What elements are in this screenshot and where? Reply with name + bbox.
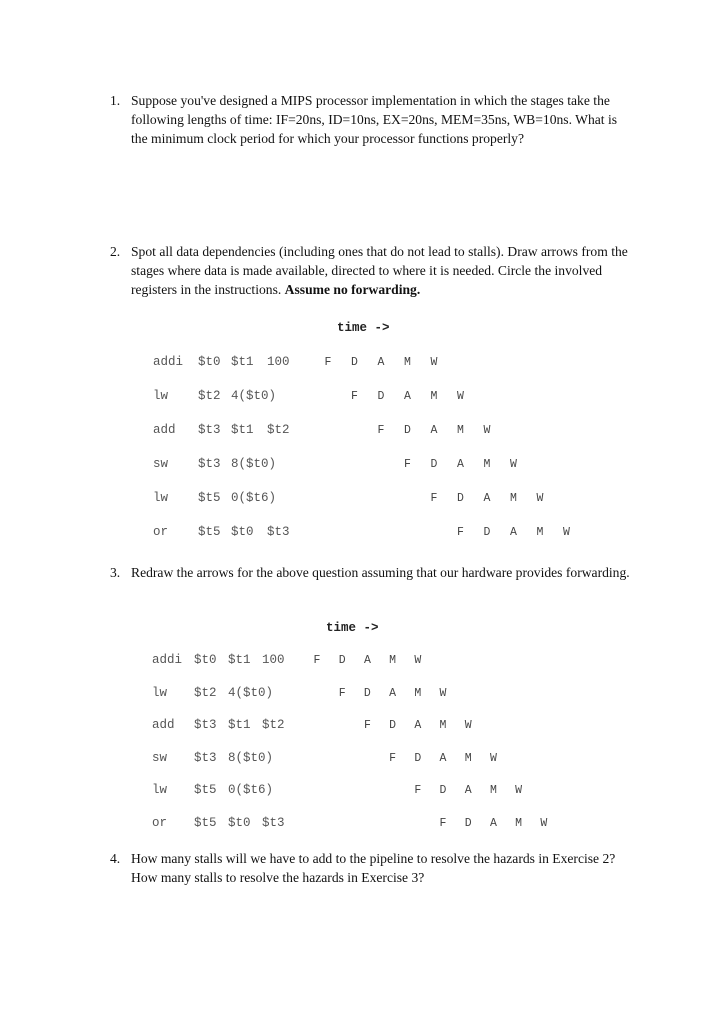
stage-a: A (483, 492, 491, 505)
stage-m: M (414, 686, 422, 700)
question-1 (110, 91, 630, 148)
stage-a: A (439, 751, 447, 765)
stage-m: M (430, 390, 438, 403)
instruction-opcode: addi (153, 355, 184, 369)
stage-f: F (313, 654, 321, 667)
instruction-opcode: lw (152, 685, 168, 700)
stage-a: A (457, 458, 464, 471)
instruction-operand: $t2 (198, 389, 221, 403)
stage-m: M (457, 424, 464, 437)
instruction-opcode: lw (153, 389, 169, 403)
stage-w: W (439, 686, 447, 700)
stage-a: A (430, 424, 438, 437)
instruction-operand: $t3 (267, 525, 290, 539)
instruction-operand: $t3 (198, 423, 221, 437)
stage-w: W (457, 390, 464, 403)
stage-d: D (439, 784, 447, 797)
stage-f: F (338, 686, 346, 700)
stage-w: W (540, 816, 548, 830)
stage-d: D (464, 816, 472, 830)
stage-d: D (389, 719, 397, 732)
instruction-operand: $t3 (194, 718, 217, 732)
stage-w: W (510, 458, 517, 471)
stage-d: D (483, 526, 491, 539)
stage-a: A (404, 390, 411, 403)
instruction-operand: $t3 (194, 750, 217, 765)
instruction-operand: 4($t0) (228, 685, 274, 700)
instruction-operand: $t5 (194, 815, 217, 830)
instruction-operand: 4($t0) (231, 389, 277, 403)
question-text (131, 242, 630, 299)
stage-w: W (536, 492, 544, 505)
question-number: 2. (110, 244, 121, 259)
instruction-operand: 8($t0) (231, 457, 277, 471)
instruction-operand: $t1 (228, 653, 251, 667)
instruction-operand: $t2 (262, 718, 285, 732)
instruction-operand: 100 (267, 355, 290, 369)
time-axis-label: time -> (326, 621, 379, 635)
stage-a: A (414, 719, 422, 732)
stage-f: F (439, 816, 447, 830)
stage-d: D (457, 492, 464, 505)
instruction-opcode: lw (152, 783, 168, 797)
question-body: Spot all data dependencies (including ones that do not lead to stalls). Draw arrows from the stages where data is made available, directed to where it is needed. Circle the involved registers in the instructions. (131, 244, 628, 297)
instruction-operand: $t1 (228, 718, 251, 732)
instruction-operand: $t5 (198, 525, 221, 539)
question-text: How many stalls will we have to add to the pipeline to resolve the hazards in Exercise 2? How many stalls to resolve the hazards in Exercise 3? (131, 851, 616, 885)
instruction-opcode: add (152, 718, 175, 732)
time-axis-label: time -> (337, 321, 390, 335)
question-text: Suppose you've designed a MIPS processor implementation in which the stages take the following lengths of time: IF=20ns, ID=10ns, EX=20ns, MEM=35ns, WB=10ns. What is the minimum clock period for which your processor functions properly? (131, 93, 618, 146)
stage-f: F (324, 356, 332, 369)
stage-f: F (351, 390, 358, 403)
stage-d: D (430, 458, 438, 471)
stage-f: F (404, 458, 411, 471)
stage-w: W (464, 719, 472, 732)
instruction-operand: $t1 (231, 355, 254, 369)
stage-f: F (377, 424, 385, 437)
stage-d: D (363, 686, 371, 700)
stage-m: M (439, 719, 447, 732)
stage-d: D (414, 751, 422, 765)
stage-w: W (563, 526, 570, 539)
instruction-operand: $t3 (198, 457, 221, 471)
stage-m: M (536, 526, 544, 539)
stage-f: F (389, 751, 397, 765)
stage-a: A (464, 784, 472, 797)
instruction-operand: $t2 (194, 685, 217, 700)
question-number: 3. (110, 565, 121, 580)
stage-f: F (430, 492, 438, 505)
stage-w: W (489, 751, 497, 765)
instruction-operand: 0($t6) (231, 491, 277, 505)
instruction-opcode: add (153, 423, 176, 437)
stage-m: M (389, 654, 397, 667)
instruction-operand: $t0 (228, 815, 251, 830)
stage-m: M (510, 492, 517, 505)
instruction-opcode: or (153, 525, 169, 539)
question-number: 4. (110, 851, 121, 866)
stage-d: D (351, 356, 358, 369)
question-4 (110, 849, 630, 887)
stage-a: A (489, 816, 497, 830)
stage-m: M (404, 356, 411, 369)
instruction-operand: 8($t0) (228, 750, 274, 765)
instruction-operand: $t5 (198, 491, 221, 505)
instruction-operand: $t0 (194, 653, 217, 667)
question-number: 1. (110, 93, 121, 108)
question-3 (110, 563, 630, 582)
stage-d: D (338, 654, 346, 667)
stage-w: W (414, 654, 422, 667)
instruction-opcode: sw (152, 750, 168, 765)
question-emphasis: Assume no forwarding. (284, 282, 421, 297)
stage-a: A (389, 686, 397, 700)
stage-f: F (414, 784, 422, 797)
instruction-operand: $t0 (231, 525, 254, 539)
instruction-operand: $t0 (198, 355, 221, 369)
instruction-opcode: sw (153, 457, 169, 471)
instruction-operand: $t5 (194, 783, 217, 797)
stage-a: A (363, 654, 371, 667)
stage-d: D (404, 424, 411, 437)
stage-f: F (457, 526, 464, 539)
stage-m: M (515, 816, 523, 830)
question-2 (110, 242, 630, 299)
instruction-opcode: lw (153, 491, 169, 505)
instruction-operand: 100 (262, 653, 285, 667)
instruction-operand: $t3 (262, 815, 285, 830)
instruction-operand: 0($t6) (228, 783, 274, 797)
stage-f: F (363, 719, 371, 732)
stage-w: W (483, 424, 491, 437)
instruction-operand: $t2 (267, 423, 290, 437)
stage-w: W (430, 356, 438, 369)
instruction-opcode: addi (152, 653, 183, 667)
instruction-operand: $t1 (231, 423, 254, 437)
stage-m: M (489, 784, 497, 797)
instruction-opcode: or (152, 815, 168, 830)
stage-a: A (377, 356, 385, 369)
stage-m: M (483, 458, 491, 471)
stage-w: W (515, 784, 523, 797)
stage-d: D (377, 390, 385, 403)
stage-m: M (464, 751, 472, 765)
question-text: Redraw the arrows for the above question assuming that our hardware provides forwarding. (131, 565, 630, 580)
stage-a: A (510, 526, 517, 539)
